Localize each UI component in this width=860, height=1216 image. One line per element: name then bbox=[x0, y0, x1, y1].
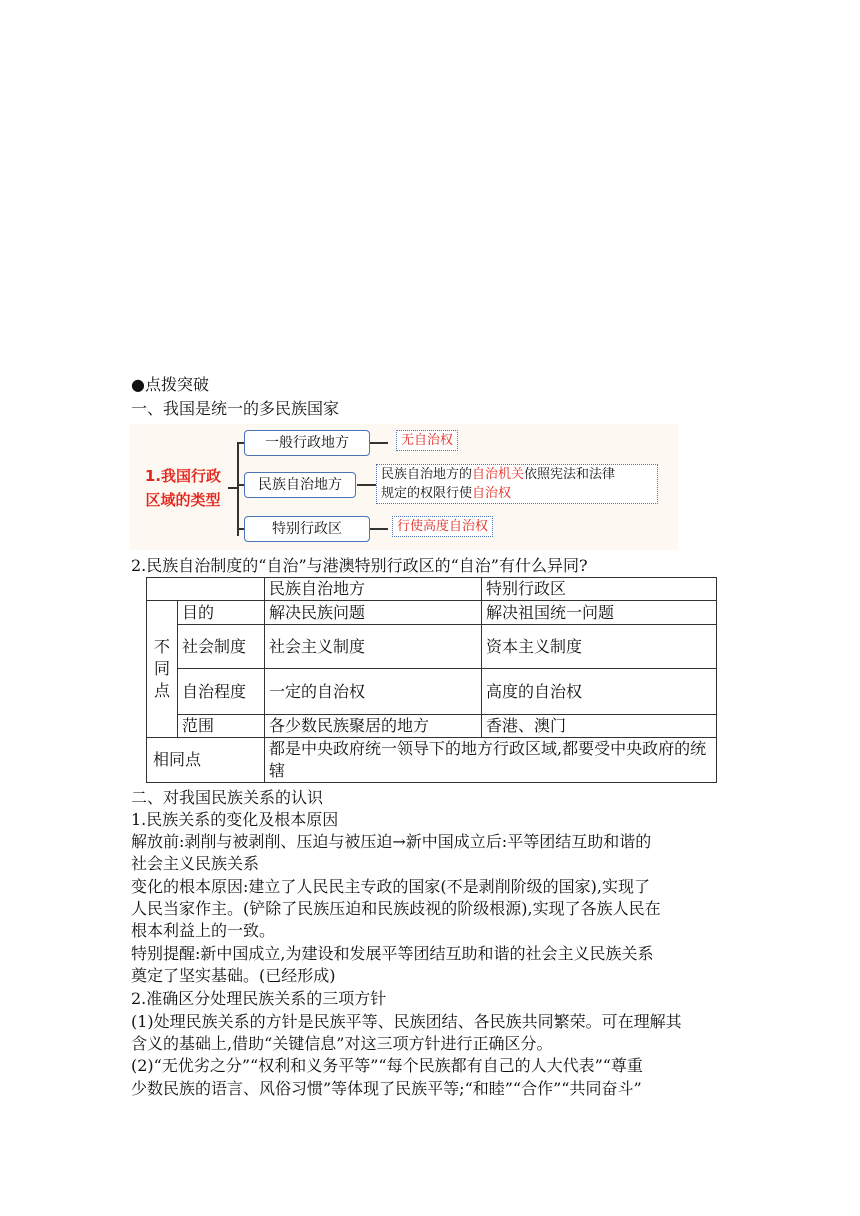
paragraph-line: 特别提醒:新中国成立,为建设和发展平等团结互助和谐的社会主义民族关系 bbox=[131, 944, 654, 963]
table-cell: 资本主义制度 bbox=[482, 625, 717, 669]
heading-2: 二、对我国民族关系的认识 bbox=[131, 788, 324, 807]
section-marker: ● 点拨突破 bbox=[131, 374, 209, 396]
row-label: 目的 bbox=[178, 601, 265, 625]
paragraph-line: 根本利益上的一致。 bbox=[131, 921, 276, 940]
row-label: 社会制度 bbox=[178, 625, 265, 669]
table-row bbox=[147, 601, 717, 625]
node-general-admin: 一般行政地方 bbox=[244, 430, 370, 456]
connector bbox=[370, 528, 388, 530]
paragraph-line: 奠定了坚实基础。(已经形成) bbox=[131, 966, 336, 985]
table-cell: 一定的自治权 bbox=[265, 669, 482, 715]
heading-1: 一、我国是统一的多民族国家 bbox=[131, 399, 340, 418]
connector bbox=[370, 442, 388, 444]
diagram-main-label: 1.我国行政 区域的类型 bbox=[144, 467, 222, 509]
table-cell: 解决祖国统一问题 bbox=[482, 601, 717, 625]
column-header: 特别行政区 bbox=[482, 578, 717, 601]
row-label: 相同点 bbox=[147, 738, 265, 783]
question-2: 2.民族自治制度的“自治”与港澳特别行政区的“自治”有什么异同? bbox=[131, 556, 588, 575]
paragraph-line: 变化的根本原因:建立了人民民主专政的国家(不是剥削阶级的国家),实现了 bbox=[131, 877, 650, 896]
paragraph-line: 社会主义民族关系 bbox=[131, 854, 260, 873]
table-row bbox=[147, 715, 717, 738]
row-label: 自治程度 bbox=[178, 669, 265, 715]
table-row bbox=[147, 738, 717, 783]
paragraph-line: (2)“无优劣之分”“权利和义务平等”“每个民族都有自己的人大代表”“尊重 bbox=[131, 1056, 643, 1075]
admin-region-diagram bbox=[130, 424, 678, 550]
connector bbox=[357, 484, 377, 486]
paragraph-line: 解放前:剥削与被剥削、压迫与被压迫→新中国成立后:平等团结互助和谐的 bbox=[131, 832, 652, 851]
paragraph-line: 含义的基础上,借助“关键信息”对这三项方针进行正确区分。 bbox=[131, 1034, 553, 1053]
note-ethnic-autonomy: 民族自治地方的自治机关依照宪法和法律 规定的权限行使自治权 bbox=[376, 464, 658, 504]
column-header: 民族自治地方 bbox=[265, 578, 482, 601]
table-cell: 社会主义制度 bbox=[265, 625, 482, 669]
subheading: 1.民族关系的变化及根本原因 bbox=[131, 810, 339, 829]
comparison-table bbox=[146, 577, 717, 783]
table-cell: 香港、澳门 bbox=[482, 715, 717, 738]
note-no-autonomy: 无自治权 bbox=[396, 430, 458, 451]
node-special-admin: 特别行政区 bbox=[244, 516, 370, 542]
row-label: 范围 bbox=[178, 715, 265, 738]
connector bbox=[237, 442, 239, 536]
subheading: 2.准确区分处理民族关系的三项方针 bbox=[131, 989, 387, 1008]
table-cell: 各少数民族聚居的地方 bbox=[265, 715, 482, 738]
note-high-autonomy: 行使高度自治权 bbox=[392, 516, 493, 537]
diff-label: 不同点 bbox=[147, 601, 178, 738]
paragraph-line: 人民当家作主。(铲除了民族压迫和民族歧视的阶级根源),实现了各族人民在 bbox=[131, 899, 661, 918]
table-cell: 解决民族问题 bbox=[265, 601, 482, 625]
table-cell: 都是中央政府统一领导下的地方行政区域,都要受中央政府的统辖 bbox=[265, 738, 717, 783]
table-row bbox=[147, 625, 717, 669]
table-row bbox=[147, 669, 717, 715]
table-row bbox=[147, 578, 717, 601]
paragraph-line: 少数民族的语言、风俗习惯”等体现了民族平等;“和睦”“合作”“共同奋斗” bbox=[131, 1079, 642, 1098]
node-ethnic-autonomous: 民族自治地方 bbox=[244, 472, 356, 498]
table-cell: 高度的自治权 bbox=[482, 669, 717, 715]
paragraph-line: (1)处理民族关系的方针是民族平等、民族团结、各民族共同繁荣。可在理解其 bbox=[131, 1012, 682, 1031]
